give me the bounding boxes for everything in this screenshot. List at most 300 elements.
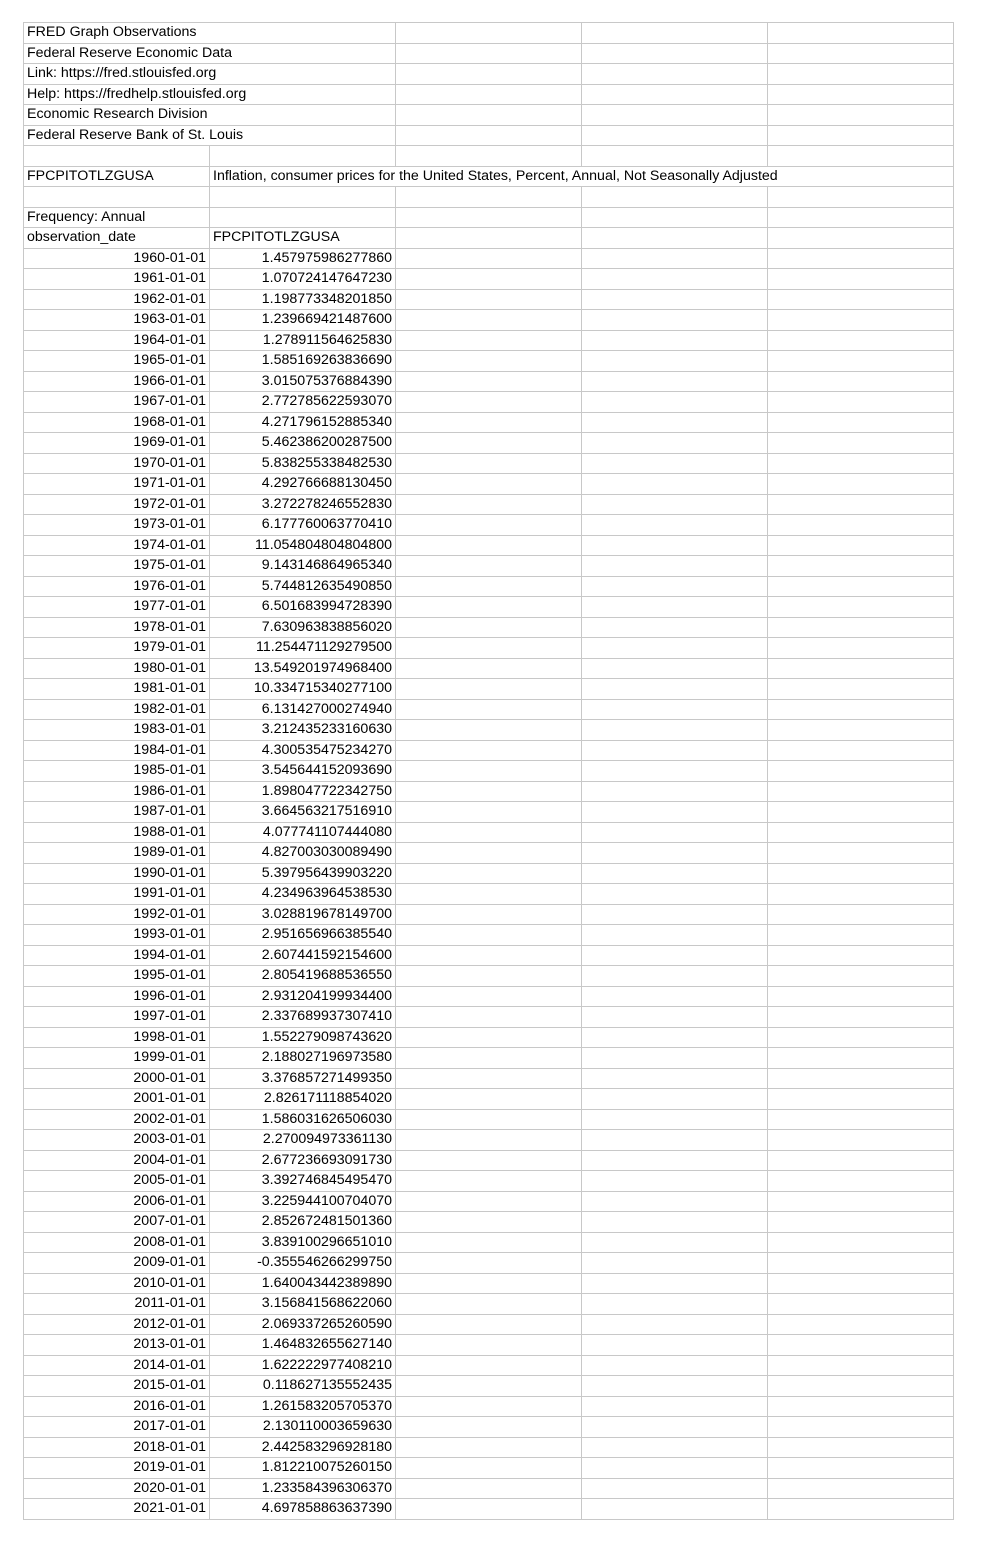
date-cell[interactable]: 1970-01-01 — [24, 453, 210, 474]
empty-cell[interactable] — [396, 64, 582, 85]
value-cell[interactable]: 3.156841568622060 — [210, 1294, 396, 1315]
empty-cell[interactable] — [768, 1478, 954, 1499]
empty-cell[interactable] — [582, 494, 768, 515]
empty-cell[interactable] — [768, 1273, 954, 1294]
empty-cell[interactable] — [396, 1458, 582, 1479]
empty-cell[interactable] — [582, 105, 768, 126]
empty-cell[interactable] — [396, 986, 582, 1007]
value-cell[interactable]: 6.501683994728390 — [210, 597, 396, 618]
empty-cell[interactable] — [396, 392, 582, 413]
empty-cell[interactable] — [396, 1478, 582, 1499]
empty-cell[interactable] — [768, 1068, 954, 1089]
empty-cell[interactable] — [582, 658, 768, 679]
empty-cell[interactable] — [582, 1437, 768, 1458]
empty-cell[interactable] — [582, 1150, 768, 1171]
empty-cell[interactable] — [582, 966, 768, 987]
empty-cell[interactable] — [396, 1089, 582, 1110]
date-cell[interactable]: 2005-01-01 — [24, 1171, 210, 1192]
value-cell[interactable]: 6.131427000274940 — [210, 699, 396, 720]
empty-cell[interactable] — [768, 433, 954, 454]
date-cell[interactable]: 1999-01-01 — [24, 1048, 210, 1069]
empty-cell[interactable] — [396, 228, 582, 249]
value-cell[interactable]: 3.225944100704070 — [210, 1191, 396, 1212]
date-cell[interactable]: 1988-01-01 — [24, 822, 210, 843]
date-cell[interactable]: 1973-01-01 — [24, 515, 210, 536]
empty-cell[interactable] — [582, 43, 768, 64]
value-cell[interactable]: 1.070724147647230 — [210, 269, 396, 290]
empty-cell[interactable] — [582, 1376, 768, 1397]
empty-cell[interactable] — [582, 1478, 768, 1499]
empty-cell[interactable] — [582, 64, 768, 85]
frequency-cell[interactable]: Frequency: Annual — [24, 207, 210, 228]
empty-cell[interactable] — [396, 1376, 582, 1397]
empty-cell[interactable] — [582, 515, 768, 536]
empty-cell[interactable] — [582, 1232, 768, 1253]
empty-cell[interactable] — [396, 125, 582, 146]
value-cell[interactable]: 3.376857271499350 — [210, 1068, 396, 1089]
date-cell[interactable]: 2004-01-01 — [24, 1150, 210, 1171]
header-cell[interactable]: Federal Reserve Bank of St. Louis — [24, 125, 396, 146]
date-cell[interactable]: 2001-01-01 — [24, 1089, 210, 1110]
value-cell[interactable]: 3.272278246552830 — [210, 494, 396, 515]
date-cell[interactable]: 1979-01-01 — [24, 638, 210, 659]
value-cell[interactable]: 2.826171118854020 — [210, 1089, 396, 1110]
date-cell[interactable]: 1982-01-01 — [24, 699, 210, 720]
empty-cell[interactable] — [768, 597, 954, 618]
empty-cell[interactable] — [768, 1171, 954, 1192]
date-cell[interactable]: 2011-01-01 — [24, 1294, 210, 1315]
empty-cell[interactable] — [582, 1417, 768, 1438]
value-cell[interactable]: 2.188027196973580 — [210, 1048, 396, 1069]
value-cell[interactable]: -0.355546266299750 — [210, 1253, 396, 1274]
empty-cell[interactable] — [396, 1048, 582, 1069]
date-cell[interactable]: 1966-01-01 — [24, 371, 210, 392]
empty-cell[interactable] — [768, 1294, 954, 1315]
empty-cell[interactable] — [396, 1171, 582, 1192]
date-cell[interactable]: 1975-01-01 — [24, 556, 210, 577]
date-cell[interactable]: 2002-01-01 — [24, 1109, 210, 1130]
date-cell[interactable]: 2019-01-01 — [24, 1458, 210, 1479]
empty-cell[interactable] — [582, 740, 768, 761]
date-cell[interactable]: 1963-01-01 — [24, 310, 210, 331]
empty-cell[interactable] — [768, 884, 954, 905]
empty-cell[interactable] — [768, 802, 954, 823]
empty-cell[interactable] — [582, 453, 768, 474]
empty-cell[interactable] — [768, 23, 954, 44]
date-cell[interactable]: 1998-01-01 — [24, 1027, 210, 1048]
empty-cell[interactable] — [768, 412, 954, 433]
date-cell[interactable]: 1964-01-01 — [24, 330, 210, 351]
empty-cell[interactable] — [396, 904, 582, 925]
empty-cell[interactable] — [768, 863, 954, 884]
empty-cell[interactable] — [582, 1314, 768, 1335]
value-cell[interactable]: 3.028819678149700 — [210, 904, 396, 925]
empty-cell[interactable] — [582, 617, 768, 638]
value-cell[interactable]: 2.931204199934400 — [210, 986, 396, 1007]
empty-cell[interactable] — [582, 289, 768, 310]
empty-cell[interactable] — [768, 351, 954, 372]
empty-cell[interactable] — [396, 925, 582, 946]
value-cell[interactable]: 1.261583205705370 — [210, 1396, 396, 1417]
empty-cell[interactable] — [582, 1335, 768, 1356]
column-header-value[interactable]: FPCPITOTLZGUSA — [210, 228, 396, 249]
empty-cell[interactable] — [768, 1150, 954, 1171]
empty-cell[interactable] — [396, 761, 582, 782]
empty-cell[interactable] — [396, 1212, 582, 1233]
empty-cell[interactable] — [582, 310, 768, 331]
empty-cell[interactable] — [396, 433, 582, 454]
value-cell[interactable]: 2.677236693091730 — [210, 1150, 396, 1171]
empty-cell[interactable] — [768, 310, 954, 331]
empty-cell[interactable] — [768, 207, 954, 228]
value-cell[interactable]: 4.300535475234270 — [210, 740, 396, 761]
empty-cell[interactable] — [210, 187, 396, 208]
header-cell[interactable]: Federal Reserve Economic Data — [24, 43, 396, 64]
empty-cell[interactable] — [768, 494, 954, 515]
empty-cell[interactable] — [768, 453, 954, 474]
empty-cell[interactable] — [582, 679, 768, 700]
empty-cell[interactable] — [582, 1068, 768, 1089]
empty-cell[interactable] — [768, 576, 954, 597]
value-cell[interactable]: 1.464832655627140 — [210, 1335, 396, 1356]
value-cell[interactable]: 3.015075376884390 — [210, 371, 396, 392]
empty-cell[interactable] — [582, 351, 768, 372]
date-cell[interactable]: 1995-01-01 — [24, 966, 210, 987]
empty-cell[interactable] — [396, 1130, 582, 1151]
date-cell[interactable]: 1969-01-01 — [24, 433, 210, 454]
empty-cell[interactable] — [582, 412, 768, 433]
empty-cell[interactable] — [768, 1130, 954, 1151]
value-cell[interactable]: 1.233584396306370 — [210, 1478, 396, 1499]
empty-cell[interactable] — [396, 1335, 582, 1356]
date-cell[interactable]: 2017-01-01 — [24, 1417, 210, 1438]
empty-cell[interactable] — [768, 146, 954, 167]
empty-cell[interactable] — [582, 863, 768, 884]
empty-cell[interactable] — [396, 105, 582, 126]
empty-cell[interactable] — [582, 1191, 768, 1212]
empty-cell[interactable] — [396, 884, 582, 905]
empty-cell[interactable] — [396, 248, 582, 269]
value-cell[interactable]: 9.143146864965340 — [210, 556, 396, 577]
empty-cell[interactable] — [396, 207, 582, 228]
empty-cell[interactable] — [396, 43, 582, 64]
empty-cell[interactable] — [396, 494, 582, 515]
empty-cell[interactable] — [582, 1355, 768, 1376]
empty-cell[interactable] — [582, 1007, 768, 1028]
date-cell[interactable]: 1989-01-01 — [24, 843, 210, 864]
date-cell[interactable]: 1992-01-01 — [24, 904, 210, 925]
empty-cell[interactable] — [396, 187, 582, 208]
value-cell[interactable]: 1.586031626506030 — [210, 1109, 396, 1130]
empty-cell[interactable] — [582, 1109, 768, 1130]
empty-cell[interactable] — [768, 535, 954, 556]
empty-cell[interactable] — [396, 1417, 582, 1438]
value-cell[interactable]: 3.212435233160630 — [210, 720, 396, 741]
empty-cell[interactable] — [582, 23, 768, 44]
empty-cell[interactable] — [768, 515, 954, 536]
empty-cell[interactable] — [396, 1314, 582, 1335]
empty-cell[interactable] — [24, 146, 210, 167]
empty-cell[interactable] — [396, 146, 582, 167]
empty-cell[interactable] — [582, 822, 768, 843]
empty-cell[interactable] — [768, 84, 954, 105]
date-cell[interactable]: 2020-01-01 — [24, 1478, 210, 1499]
value-cell[interactable]: 4.292766688130450 — [210, 474, 396, 495]
series-id-cell[interactable]: FPCPITOTLZGUSA — [24, 166, 210, 187]
value-cell[interactable]: 1.457975986277860 — [210, 248, 396, 269]
date-cell[interactable]: 2015-01-01 — [24, 1376, 210, 1397]
value-cell[interactable]: 10.334715340277100 — [210, 679, 396, 700]
empty-cell[interactable] — [396, 515, 582, 536]
empty-cell[interactable] — [768, 1232, 954, 1253]
value-cell[interactable]: 4.234963964538530 — [210, 884, 396, 905]
empty-cell[interactable] — [582, 392, 768, 413]
empty-cell[interactable] — [396, 945, 582, 966]
empty-cell[interactable] — [768, 1253, 954, 1274]
value-cell[interactable]: 2.337689937307410 — [210, 1007, 396, 1028]
empty-cell[interactable] — [768, 1417, 954, 1438]
date-cell[interactable]: 2009-01-01 — [24, 1253, 210, 1274]
date-cell[interactable]: 2000-01-01 — [24, 1068, 210, 1089]
date-cell[interactable]: 2021-01-01 — [24, 1499, 210, 1520]
value-cell[interactable]: 1.239669421487600 — [210, 310, 396, 331]
empty-cell[interactable] — [582, 986, 768, 1007]
empty-cell[interactable] — [396, 474, 582, 495]
empty-cell[interactable] — [768, 720, 954, 741]
empty-cell[interactable] — [396, 1068, 582, 1089]
date-cell[interactable]: 1978-01-01 — [24, 617, 210, 638]
date-cell[interactable]: 1960-01-01 — [24, 248, 210, 269]
date-cell[interactable]: 1980-01-01 — [24, 658, 210, 679]
empty-cell[interactable] — [396, 23, 582, 44]
empty-cell[interactable] — [396, 1499, 582, 1520]
empty-cell[interactable] — [768, 1027, 954, 1048]
empty-cell[interactable] — [768, 1007, 954, 1028]
empty-cell[interactable] — [768, 986, 954, 1007]
empty-cell[interactable] — [582, 207, 768, 228]
value-cell[interactable]: 6.177760063770410 — [210, 515, 396, 536]
empty-cell[interactable] — [582, 556, 768, 577]
date-cell[interactable]: 1990-01-01 — [24, 863, 210, 884]
date-cell[interactable]: 1971-01-01 — [24, 474, 210, 495]
empty-cell[interactable] — [396, 330, 582, 351]
date-cell[interactable]: 2013-01-01 — [24, 1335, 210, 1356]
empty-cell[interactable] — [396, 617, 582, 638]
value-cell[interactable]: 5.744812635490850 — [210, 576, 396, 597]
empty-cell[interactable] — [582, 269, 768, 290]
date-cell[interactable]: 2008-01-01 — [24, 1232, 210, 1253]
header-cell[interactable]: Help: https://fredhelp.stlouisfed.org — [24, 84, 396, 105]
empty-cell[interactable] — [396, 556, 582, 577]
value-cell[interactable]: 7.630963838856020 — [210, 617, 396, 638]
empty-cell[interactable] — [396, 371, 582, 392]
empty-cell[interactable] — [396, 535, 582, 556]
empty-cell[interactable] — [768, 740, 954, 761]
date-cell[interactable]: 1997-01-01 — [24, 1007, 210, 1028]
value-cell[interactable]: 1.198773348201850 — [210, 289, 396, 310]
empty-cell[interactable] — [396, 679, 582, 700]
date-cell[interactable]: 1965-01-01 — [24, 351, 210, 372]
date-cell[interactable]: 2018-01-01 — [24, 1437, 210, 1458]
empty-cell[interactable] — [582, 125, 768, 146]
empty-cell[interactable] — [582, 638, 768, 659]
value-cell[interactable]: 4.271796152885340 — [210, 412, 396, 433]
empty-cell[interactable] — [768, 1437, 954, 1458]
empty-cell[interactable] — [768, 761, 954, 782]
empty-cell[interactable] — [768, 556, 954, 577]
empty-cell[interactable] — [396, 1437, 582, 1458]
empty-cell[interactable] — [582, 84, 768, 105]
empty-cell[interactable] — [768, 658, 954, 679]
date-cell[interactable]: 1993-01-01 — [24, 925, 210, 946]
empty-cell[interactable] — [396, 289, 582, 310]
value-cell[interactable]: 3.664563217516910 — [210, 802, 396, 823]
empty-cell[interactable] — [396, 1150, 582, 1171]
empty-cell[interactable] — [582, 597, 768, 618]
date-cell[interactable]: 1968-01-01 — [24, 412, 210, 433]
value-cell[interactable]: 3.392746845495470 — [210, 1171, 396, 1192]
empty-cell[interactable] — [396, 1355, 582, 1376]
value-cell[interactable]: 1.640043442389890 — [210, 1273, 396, 1294]
value-cell[interactable]: 5.397956439903220 — [210, 863, 396, 884]
value-cell[interactable]: 5.838255338482530 — [210, 453, 396, 474]
empty-cell[interactable] — [582, 904, 768, 925]
empty-cell[interactable] — [768, 1089, 954, 1110]
empty-cell[interactable] — [582, 1171, 768, 1192]
empty-cell[interactable] — [582, 843, 768, 864]
empty-cell[interactable] — [768, 289, 954, 310]
empty-cell[interactable] — [396, 1273, 582, 1294]
empty-cell[interactable] — [768, 330, 954, 351]
value-cell[interactable]: 2.069337265260590 — [210, 1314, 396, 1335]
empty-cell[interactable] — [396, 843, 582, 864]
empty-cell[interactable] — [582, 761, 768, 782]
empty-cell[interactable] — [768, 248, 954, 269]
date-cell[interactable]: 2003-01-01 — [24, 1130, 210, 1151]
value-cell[interactable]: 3.839100296651010 — [210, 1232, 396, 1253]
empty-cell[interactable] — [768, 617, 954, 638]
empty-cell[interactable] — [396, 720, 582, 741]
value-cell[interactable]: 13.549201974968400 — [210, 658, 396, 679]
empty-cell[interactable] — [582, 884, 768, 905]
empty-cell[interactable] — [768, 1458, 954, 1479]
value-cell[interactable]: 3.545644152093690 — [210, 761, 396, 782]
date-cell[interactable]: 2014-01-01 — [24, 1355, 210, 1376]
value-cell[interactable]: 1.278911564625830 — [210, 330, 396, 351]
empty-cell[interactable] — [582, 535, 768, 556]
empty-cell[interactable] — [582, 371, 768, 392]
value-cell[interactable]: 4.077741107444080 — [210, 822, 396, 843]
empty-cell[interactable] — [582, 1273, 768, 1294]
empty-cell[interactable] — [396, 1007, 582, 1028]
date-cell[interactable]: 1962-01-01 — [24, 289, 210, 310]
header-cell[interactable]: Link: https://fred.stlouisfed.org — [24, 64, 396, 85]
empty-cell[interactable] — [768, 1499, 954, 1520]
date-cell[interactable]: 2006-01-01 — [24, 1191, 210, 1212]
empty-cell[interactable] — [582, 187, 768, 208]
empty-cell[interactable] — [768, 1396, 954, 1417]
value-cell[interactable]: 2.772785622593070 — [210, 392, 396, 413]
value-cell[interactable]: 2.442583296928180 — [210, 1437, 396, 1458]
empty-cell[interactable] — [396, 1027, 582, 1048]
empty-cell[interactable] — [768, 474, 954, 495]
date-cell[interactable]: 1994-01-01 — [24, 945, 210, 966]
value-cell[interactable]: 1.552279098743620 — [210, 1027, 396, 1048]
empty-cell[interactable] — [582, 228, 768, 249]
empty-cell[interactable] — [396, 802, 582, 823]
empty-cell[interactable] — [210, 207, 396, 228]
header-cell[interactable]: FRED Graph Observations — [24, 23, 396, 44]
empty-cell[interactable] — [396, 1253, 582, 1274]
series-description-cell[interactable]: Inflation, consumer prices for the United States, Percent, Annual, Not Seasonally Adjusted — [210, 166, 954, 187]
value-cell[interactable]: 11.054804804804800 — [210, 535, 396, 556]
column-header-date[interactable]: observation_date — [24, 228, 210, 249]
empty-cell[interactable] — [768, 1314, 954, 1335]
date-cell[interactable]: 1976-01-01 — [24, 576, 210, 597]
value-cell[interactable]: 2.130110003659630 — [210, 1417, 396, 1438]
date-cell[interactable]: 1981-01-01 — [24, 679, 210, 700]
empty-cell[interactable] — [768, 1355, 954, 1376]
empty-cell[interactable] — [768, 966, 954, 987]
date-cell[interactable]: 1977-01-01 — [24, 597, 210, 618]
empty-cell[interactable] — [768, 1048, 954, 1069]
value-cell[interactable]: 1.622222977408210 — [210, 1355, 396, 1376]
empty-cell[interactable] — [768, 925, 954, 946]
empty-cell[interactable] — [582, 1253, 768, 1274]
empty-cell[interactable] — [582, 720, 768, 741]
value-cell[interactable]: 2.805419688536550 — [210, 966, 396, 987]
empty-cell[interactable] — [768, 228, 954, 249]
empty-cell[interactable] — [582, 1396, 768, 1417]
empty-cell[interactable] — [396, 1109, 582, 1130]
value-cell[interactable]: 2.852672481501360 — [210, 1212, 396, 1233]
value-cell[interactable]: 4.827003030089490 — [210, 843, 396, 864]
date-cell[interactable]: 1983-01-01 — [24, 720, 210, 741]
empty-cell[interactable] — [396, 966, 582, 987]
empty-cell[interactable] — [768, 43, 954, 64]
date-cell[interactable]: 1985-01-01 — [24, 761, 210, 782]
empty-cell[interactable] — [396, 638, 582, 659]
empty-cell[interactable] — [768, 64, 954, 85]
empty-cell[interactable] — [582, 330, 768, 351]
empty-cell[interactable] — [396, 576, 582, 597]
empty-cell[interactable] — [582, 1048, 768, 1069]
value-cell[interactable]: 1.585169263836690 — [210, 351, 396, 372]
empty-cell[interactable] — [396, 1294, 582, 1315]
empty-cell[interactable] — [396, 1396, 582, 1417]
empty-cell[interactable] — [768, 1335, 954, 1356]
empty-cell[interactable] — [396, 658, 582, 679]
date-cell[interactable]: 2007-01-01 — [24, 1212, 210, 1233]
empty-cell[interactable] — [396, 781, 582, 802]
empty-cell[interactable] — [396, 412, 582, 433]
date-cell[interactable]: 2016-01-01 — [24, 1396, 210, 1417]
empty-cell[interactable] — [768, 822, 954, 843]
empty-cell[interactable] — [582, 781, 768, 802]
empty-cell[interactable] — [396, 863, 582, 884]
value-cell[interactable]: 5.462386200287500 — [210, 433, 396, 454]
empty-cell[interactable] — [768, 843, 954, 864]
date-cell[interactable]: 1961-01-01 — [24, 269, 210, 290]
empty-cell[interactable] — [396, 699, 582, 720]
date-cell[interactable]: 2010-01-01 — [24, 1273, 210, 1294]
date-cell[interactable]: 1972-01-01 — [24, 494, 210, 515]
empty-cell[interactable] — [768, 904, 954, 925]
date-cell[interactable]: 1984-01-01 — [24, 740, 210, 761]
empty-cell[interactable] — [396, 351, 582, 372]
empty-cell[interactable] — [210, 146, 396, 167]
empty-cell[interactable] — [582, 1212, 768, 1233]
